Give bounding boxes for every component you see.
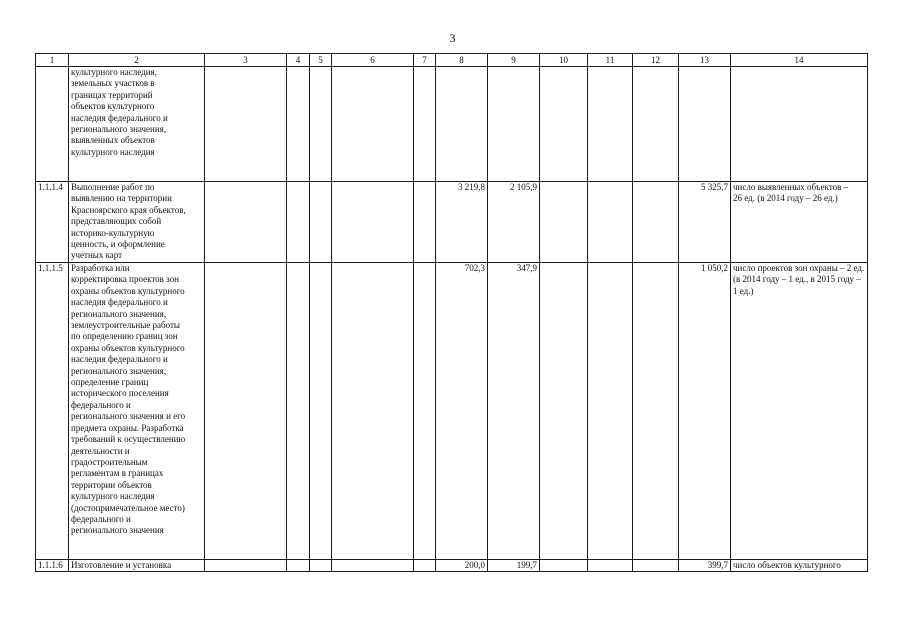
value-col-13: [679, 67, 731, 182]
table-row: [36, 560, 868, 572]
empty-cell: [633, 263, 679, 560]
activity-description: [69, 67, 205, 182]
text-line: определение границ: [71, 377, 149, 388]
table-row: [36, 67, 868, 182]
column-header: 12: [633, 54, 679, 67]
text-line: федерального и: [71, 399, 131, 410]
activity-code: [36, 67, 69, 182]
empty-cell: [588, 67, 633, 182]
empty-cell: [287, 182, 310, 263]
text-line: (достопримечательное место): [71, 502, 185, 513]
activity-code: 1.1.1.5: [36, 263, 69, 560]
value-col-13: 5 325,7: [679, 182, 731, 263]
activity-description: [69, 182, 205, 263]
table-row: [36, 263, 868, 560]
column-header: 6: [332, 54, 414, 67]
text-line: регионального значения,: [71, 124, 167, 135]
text-line: по определению границ зон: [71, 331, 178, 342]
text-line: Красноярского края объектов,: [71, 204, 186, 215]
text-line: охраны объектов культурного: [71, 342, 185, 353]
text-line: земельных участков в: [71, 78, 155, 89]
empty-cell: [205, 560, 287, 572]
empty-cell: [588, 263, 633, 560]
text-line: выявлению на территории: [71, 193, 172, 204]
empty-cell: [540, 263, 588, 560]
empty-cell: [287, 263, 310, 560]
empty-cell: [540, 560, 588, 572]
text-line: культурного наследия: [71, 491, 155, 502]
text-line: предмета охраны. Разработка: [71, 422, 184, 433]
empty-cell: [287, 560, 310, 572]
column-header: 1: [36, 54, 69, 67]
value-col-8: 3 219,8: [436, 182, 488, 263]
empty-cell: [310, 182, 332, 263]
value-col-9: 347,9: [488, 263, 540, 560]
text-line: 1 ед.): [733, 285, 754, 296]
value-col-8: 200,0: [436, 560, 488, 572]
empty-cell: [310, 560, 332, 572]
text-line: учетных карт: [71, 250, 123, 261]
text-line: историко-культурную: [71, 227, 155, 238]
empty-cell: [205, 263, 287, 560]
text-line: границах территорий: [71, 89, 153, 100]
activity-code: 1.1.1.4: [36, 182, 69, 263]
page-number: 3: [449, 31, 456, 45]
empty-cell: [414, 560, 436, 572]
empty-cell: [540, 67, 588, 182]
column-header: 5: [310, 54, 332, 67]
result-note: [731, 263, 868, 560]
text-line: объектов культурного: [71, 101, 155, 112]
empty-cell: [332, 263, 414, 560]
column-header: 11: [588, 54, 633, 67]
text-line: исторического поселения: [71, 388, 169, 399]
text-line: градостроительным: [71, 456, 148, 467]
value-col-13: 1 050,2: [679, 263, 731, 560]
program-activities-table: [35, 53, 868, 572]
text-line: Разработка или: [71, 263, 130, 273]
empty-cell: [332, 560, 414, 572]
text-line: выявленных объектов: [71, 135, 155, 146]
empty-cell: [588, 560, 633, 572]
column-header: 9: [488, 54, 540, 67]
activity-code: 1.1.1.6: [36, 560, 69, 572]
text-line: число проектов зон охраны – 2 ед.: [733, 263, 865, 273]
text-line: регионального значения,: [71, 365, 167, 376]
text-line: корректировка проектов зон: [71, 274, 179, 285]
text-line: представляющих собой: [71, 216, 162, 227]
column-header: 10: [540, 54, 588, 67]
value-col-9: [488, 67, 540, 182]
column-header: 4: [287, 54, 310, 67]
column-header: 14: [731, 54, 868, 67]
value-col-8: [436, 67, 488, 182]
text-line: Выполнение работ по: [71, 182, 155, 192]
text-line: деятельности и: [71, 445, 130, 456]
value-col-8: 702,3: [436, 263, 488, 560]
activity-description: [69, 263, 205, 560]
text-line: охраны объектов культурного: [71, 285, 185, 296]
empty-cell: [205, 67, 287, 182]
text-line: регламентам в границах: [71, 468, 164, 479]
empty-cell: [414, 263, 436, 560]
table-row: [36, 182, 868, 263]
column-header: 13: [679, 54, 731, 67]
value-col-13: 399,7: [679, 560, 731, 572]
text-line: территории объектов: [71, 479, 152, 490]
result-note: [731, 67, 868, 182]
column-header: 3: [205, 54, 287, 67]
text-line: наследия федерального и: [71, 354, 168, 365]
text-line: ценность, и оформление: [71, 239, 165, 250]
text-line: наследия федерального и: [71, 297, 168, 308]
empty-cell: [633, 67, 679, 182]
text-line: регионального значения и его: [71, 411, 186, 422]
empty-cell: [310, 67, 332, 182]
text-line: 26 ед. (в 2014 году – 26 ед.): [733, 193, 838, 204]
column-number-row: [36, 54, 868, 67]
text-line: наследия федерального и: [71, 112, 168, 123]
empty-cell: [332, 182, 414, 263]
text-line: регионального значения: [71, 525, 164, 536]
value-col-9: 2 105,9: [488, 182, 540, 263]
text-line: число выявленных объектов –: [733, 182, 849, 192]
value-col-9: 199,7: [488, 560, 540, 572]
text-line: регионального значения,: [71, 308, 167, 319]
empty-cell: [287, 67, 310, 182]
empty-cell: [205, 182, 287, 263]
result-note: [731, 182, 868, 263]
text-line: число объектов культурного: [733, 560, 841, 570]
text-line: (в 2014 году – 1 ед., в 2015 году –: [733, 274, 861, 285]
column-header: 7: [414, 54, 436, 67]
text-line: культурного наследия: [71, 146, 155, 157]
result-note: [731, 560, 868, 572]
empty-cell: [633, 182, 679, 263]
empty-cell: [332, 67, 414, 182]
text-line: культурного наследия,: [71, 67, 157, 77]
activity-description: [69, 560, 205, 572]
empty-cell: [633, 560, 679, 572]
empty-cell: [310, 263, 332, 560]
text-line: Изготовление и установка: [71, 560, 172, 570]
text-line: федерального и: [71, 513, 131, 524]
empty-cell: [540, 182, 588, 263]
empty-cell: [414, 67, 436, 182]
empty-cell: [414, 182, 436, 263]
column-header: 2: [69, 54, 205, 67]
text-line: требований к осуществлению: [71, 434, 186, 445]
column-header: 8: [436, 54, 488, 67]
empty-cell: [588, 182, 633, 263]
text-line: землеустроительные работы: [71, 320, 180, 331]
